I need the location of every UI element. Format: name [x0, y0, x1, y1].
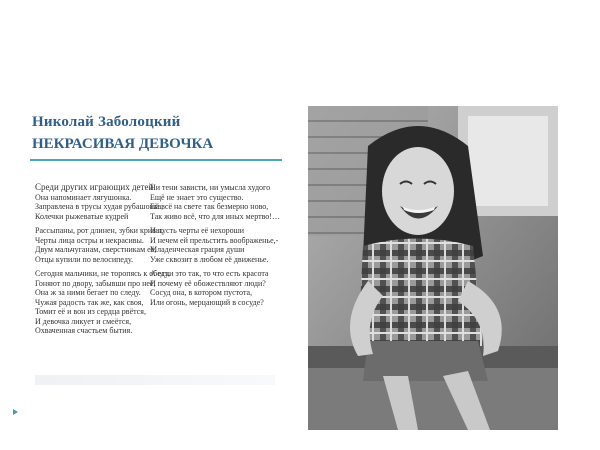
poem-line: Сосуд она, в котором пустота, [150, 288, 253, 297]
poem-line: Томит её и вон из сердца рвётся, [35, 307, 146, 316]
poem-line: Заправлена в трусы худая рубашонка, [35, 202, 164, 211]
poem-column-right [150, 183, 280, 312]
poem-line: Черты лица остры и некрасивы. [35, 235, 144, 245]
faded-band [35, 375, 275, 385]
poem-stanza [150, 183, 280, 221]
poem-line: Она ж за ними бегает по следу. [35, 288, 141, 297]
poem-line: Колечки рыжеватые кудрей [35, 211, 129, 221]
poem-line: Она напоминает лягушонка. [35, 192, 132, 202]
poem-line: Двум мальчуганам, сверстникам её, [35, 245, 157, 254]
author-name: Николай Заболоцкий [32, 114, 181, 130]
poem-line: Ещё не знает это существо. [150, 192, 244, 202]
poem-line: Гоняют по двору, забывши про неё, [35, 278, 156, 288]
poem-title: НЕКРАСИВАЯ ДЕВОЧКА [32, 136, 214, 152]
photo-illustration [308, 106, 558, 430]
poem-line: Уже сквозит в любом её движенье. [150, 254, 269, 264]
poem-stanza [150, 269, 280, 307]
poem-line: Чужая радость так же, как своя, [35, 297, 144, 307]
poem-line: Отцы купили по велосипеду. [35, 254, 134, 264]
poem-line: Или огонь, мерцающий в сосуде? [150, 297, 264, 307]
photo-laughing-girl [308, 106, 558, 430]
poem-line: Рассыпаны, рот длинен, зубки кривы, [35, 226, 164, 235]
poem-line: Охваченная счастьем бытия. [35, 326, 133, 335]
poem-line: Младенческая грация души [150, 245, 245, 254]
poem-line: Сегодня мальчики, не торопясь к обеду, [35, 269, 170, 278]
poem-line: И почему её обожествляют люди? [150, 278, 266, 288]
poem-stanza [150, 226, 280, 264]
slide-bullet-icon [13, 409, 18, 415]
poem-line: Ни тени зависти, ни умысла худого [150, 183, 271, 192]
poem-line: А если это так, то что есть красота [150, 269, 269, 278]
poem-line: И пусть черты её нехороши [150, 226, 245, 235]
title-rule [30, 159, 282, 161]
poem-line: И девочка ликует и смеётся, [35, 316, 132, 326]
poem-line: Среди других играющих детей [35, 182, 154, 192]
poem-line: И нечем ей прельстить воображенье,- [150, 235, 279, 245]
poem-line: Так живо всё, что для иных мертво!… [150, 211, 280, 221]
poem-line: Ей всё на свете так безмерно ново, [150, 202, 269, 211]
